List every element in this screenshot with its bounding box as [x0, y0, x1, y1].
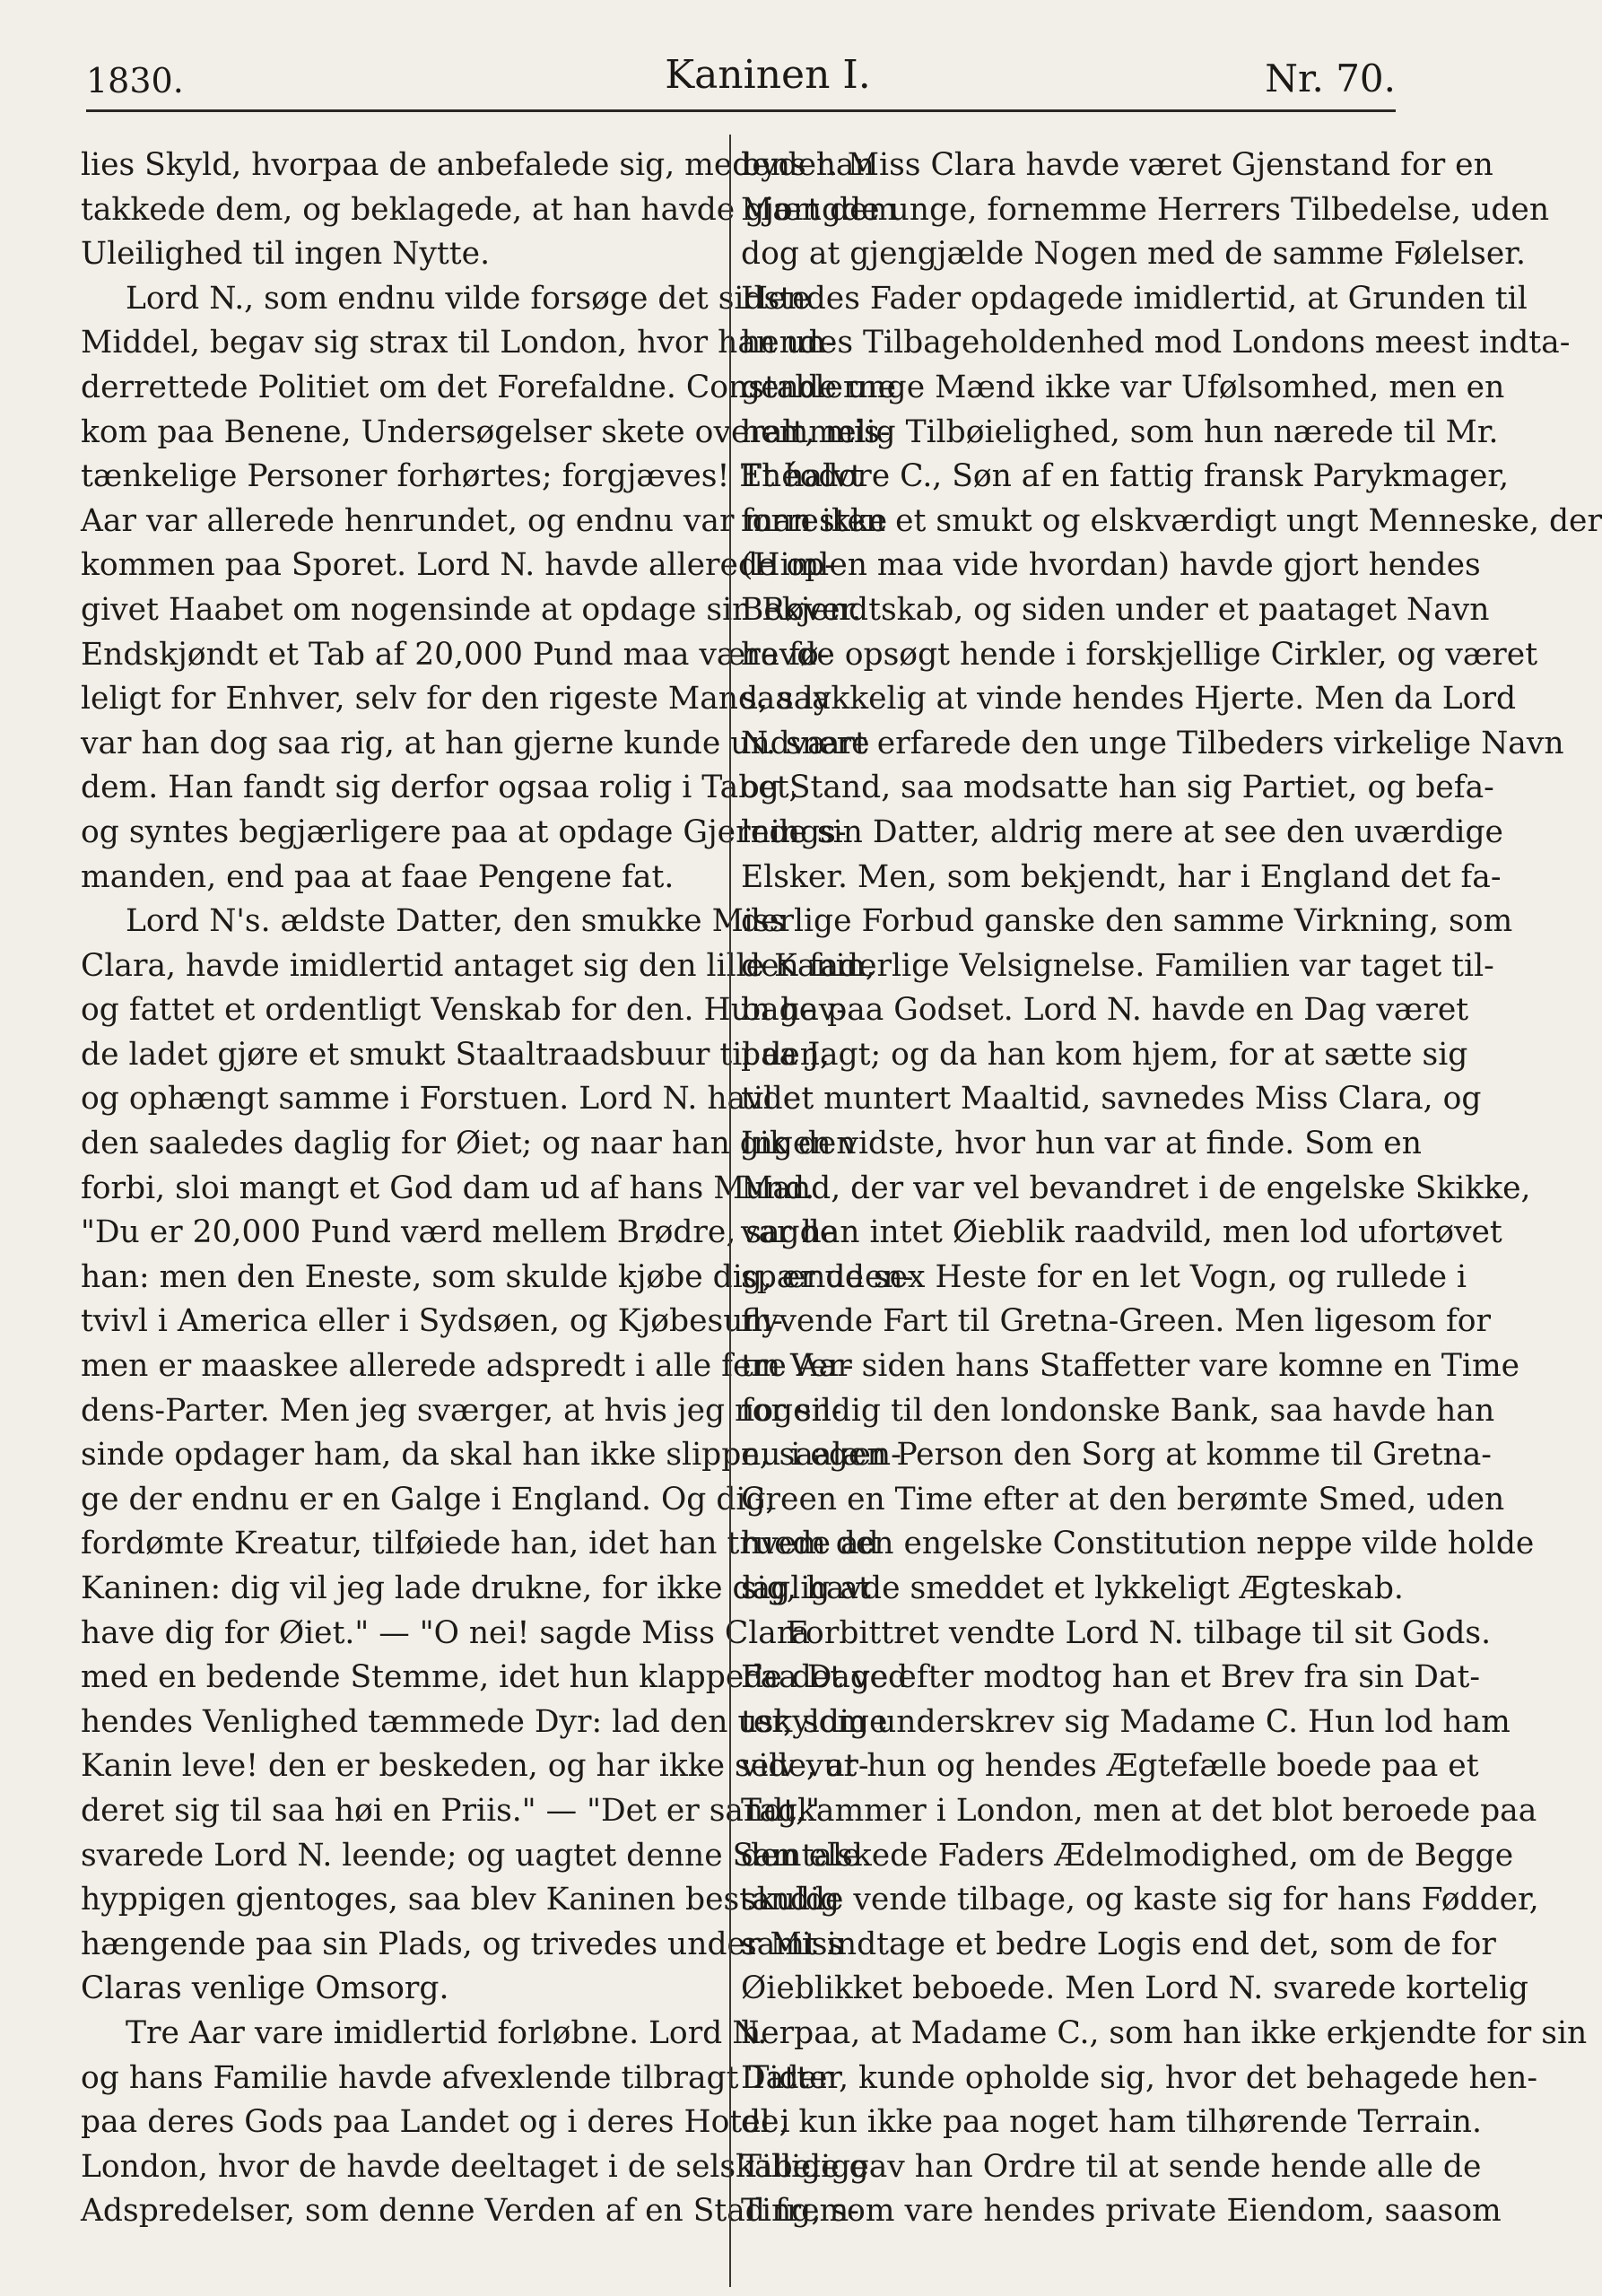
text-line: lies Skyld, hvorpaa de anbefalede sig, medens han — [81, 147, 875, 183]
text-line: den elskede Faders Ædelmodighed, om de Begge — [741, 1837, 1514, 1874]
text-line: og hans Familie havde afvexlende tilbragt Tiden — [81, 2059, 838, 2096]
text-line: Kanin leve! den er beskeden, og har ikke selv vur- — [81, 1748, 869, 1785]
text-line: N. snart erfarede den unge Tilbeders virkelige Navn — [741, 725, 1564, 761]
page-header — [86, 25, 1396, 106]
text-line: hemmelig Tilbøielighed, som hun nærede til Mr. — [741, 413, 1499, 450]
text-line: og ophængt samme i Forstuen. Lord N. havde — [81, 1081, 802, 1118]
text-line: Uleilighed til ingen Nytte. — [81, 236, 491, 273]
text-line: den faderlige Velsignelse. Familien var taget til- — [741, 947, 1494, 984]
text-line: tænkelige Personer forhørtes; forgjæves! Et halvt — [81, 458, 863, 495]
text-line: sinde opdager ham, da skal han ikke slippe, saalæn- — [81, 1437, 901, 1474]
text-line: vide, at hun og hendes Ægtefælle boede paa et — [741, 1748, 1479, 1785]
text-line: Adspredelser, som denne Verden af en Stad frem- — [81, 2193, 859, 2230]
text-line: Elsker. Men, som bekjendt, har i England det fa- — [741, 858, 1502, 895]
text-line: svarede Lord N. leende; og uagtet denne Samtale — [81, 1837, 861, 1874]
text-line: Forbittret vendte Lord N. tilbage til sit Gods. — [786, 1614, 1492, 1651]
text-line: med en bedende Stemme, idet hun klappede det ved — [81, 1659, 909, 1696]
text-line: Ingen vidste, hvor hun var at finde. Som en — [741, 1126, 1422, 1162]
text-line: lede sin Datter, aldrig mere at see den uværdige — [741, 813, 1503, 850]
text-line: gende unge Mænd ikke var Ufølsomhed, men en — [741, 369, 1505, 405]
text-line: paa Jagt; og da han kom hjem, for at sætte sig — [741, 1036, 1468, 1073]
text-line: derrettede Politiet om det Forefaldne. Constablerne — [81, 369, 897, 405]
text-line: takkede dem, og beklagede, at han havde gjort dem — [81, 191, 898, 228]
right-column — [741, 144, 1602, 2234]
text-line: Endskjøndt et Tab af 20,000 Pund maa være fø- — [81, 636, 830, 673]
text-line: manden, end paa at faae Pengene fat. — [81, 858, 675, 895]
text-line: Lord N., som endnu vilde forsøge det sidste — [126, 280, 811, 317]
text-line: Ting, som vare hendes private Eiendom, saasom — [741, 2193, 1502, 2230]
text-line: de, kun ikke paa noget ham tilhørende Terrain. — [741, 2104, 1482, 2141]
text-line: Middel, begav sig strax til London, hvor han un- — [81, 325, 837, 361]
text-line: var han dog saa rig, at han gjerne kunde undvære — [81, 725, 870, 761]
text-line: herpaa, at Madame C., som han ikke erkjendte for sin — [741, 2014, 1588, 2051]
text-line: saa lykkelig at vinde hendes Hjerte. Men da Lord — [741, 681, 1517, 718]
text-line: og Stand, saa modsatte han sig Partiet, og befa- — [741, 770, 1494, 806]
text-line: og syntes begjærligere paa at opdage Gjernings- — [81, 813, 847, 850]
text-line: Kaninen: dig vil jeg lade drukne, for ikke daglig at — [81, 1570, 871, 1606]
text-line: fordømte Kreatur, tilføiede han, idet han truede ad — [81, 1526, 879, 1562]
text-line: nu i egen Person den Sorg at komme til Gretna- — [741, 1437, 1492, 1474]
text-line: ge der endnu er en Galge i England. Og dig, — [81, 1481, 776, 1518]
text-line: kom paa Benene, Undersøgelser skete overalt, mis- — [81, 413, 891, 450]
header-rule — [86, 109, 1396, 112]
text-line: dem. Han fandt sig derfor ogsaa rolig i Tabet, — [81, 770, 799, 806]
text-line: Tillige gav han Ordre til at sende hende alle de — [741, 2148, 1482, 2185]
text-line: sig, havde smeddet et lykkeligt Ægteskab. — [741, 1570, 1404, 1606]
text-line: Øieblikket beboede. Men Lord N. svarede kortelig — [741, 1970, 1528, 2007]
text-line: hyppigen gjentoges, saa blev Kaninen bestandig — [81, 1882, 840, 1918]
text-line: hvem den engelske Constitution neppe vilde holde — [741, 1526, 1535, 1562]
text-line: Hendes Fader opdagede imidlertid, at Grunden til — [741, 280, 1528, 317]
text-line: hængende paa sin Plads, og trivedes under Miss — [81, 1926, 844, 1962]
text-line: den saaledes daglig for Øiet; og naar han gik den — [81, 1126, 857, 1162]
text-line: var han intet Øieblik raadvild, men lod ufortøvet — [741, 1214, 1502, 1251]
text-line: havde opsøgt hende i forskjellige Cirkler, og været — [741, 636, 1538, 673]
text-line: Aar var allerede henrundet, og endnu var man ikke — [81, 502, 888, 539]
left-column — [81, 144, 914, 2234]
text-line: flyvende Fart til Gretna-Green. Men ligesom for — [741, 1303, 1491, 1340]
text-line: Green en Time efter at den berømte Smed, uden — [741, 1481, 1505, 1518]
text-line: dens-Parter. Men jeg sværger, at hvis jeg nogen- — [81, 1392, 842, 1429]
text-line: deret sig til saa høi en Priis." — "Det er sandt," — [81, 1792, 821, 1829]
text-line: forbi, sloi mangt et God dam ud af hans Mund. — [81, 1170, 815, 1206]
text-line: ter, som underskrev sig Madame C. Hun lod ham — [741, 1703, 1511, 1740]
text-line: skulde vende tilbage, og kaste sig for hans Fødder, — [741, 1882, 1539, 1918]
text-line: Mængde unge, fornemme Herrers Tilbedelse, uden — [741, 191, 1550, 228]
text-line: byder. Miss Clara havde været Gjenstand for en — [741, 147, 1493, 183]
text-line: derlige Forbud ganske den samme Virkning, som — [741, 903, 1513, 940]
text-line: Faa Dage efter modtog han et Brev fra sin Dat- — [741, 1659, 1480, 1696]
text-line: og fattet et ordentligt Venskab for den. Hun hav- — [81, 992, 847, 1029]
text-line: samt indtage et bedre Logis end det, som de for — [741, 1926, 1496, 1962]
text-line: givet Haabet om nogensinde at opdage sin Røver. — [81, 591, 862, 628]
text-line: "Du er 20,000 Pund værd mellem Brødre, sagde — [81, 1214, 839, 1251]
header-title: Kaninen I. — [665, 52, 871, 98]
header-issue-number: Nr. 70. — [1265, 57, 1396, 100]
text-line: de ladet gjøre et smukt Staaltraadsbuur til den, — [81, 1036, 830, 1073]
text-line: have dig for Øiet." — "O nei! sagde Miss Clara — [81, 1614, 810, 1651]
text-line: Tre Aar vare imidlertid forløbne. Lord N. — [126, 2014, 768, 2051]
text-line: Mand, der var vel bevandret i de engelske Skikke, — [741, 1170, 1531, 1206]
text-line: paa deres Gods paa Landet og i deres Hotel i — [81, 2104, 790, 2141]
text-line: tre Aar siden hans Staffetter vare komne en Time — [741, 1348, 1520, 1385]
text-line: (Himlen maa vide hvordan) havde gjort hendes — [741, 547, 1481, 584]
text-line: Lord N's. ældste Datter, den smukke Miss — [126, 903, 786, 940]
text-line: Théodore C., Søn af en fattig fransk Parykmager, — [741, 458, 1510, 495]
column-divider — [729, 135, 731, 2287]
text-line: Datter, kunde opholde sig, hvor det behagede hen- — [741, 2059, 1537, 2096]
text-line: til et muntert Maaltid, savnedes Miss Clara, og — [741, 1081, 1482, 1118]
text-line: men er maaskee allerede adspredt i alle fem Ver- — [81, 1348, 854, 1385]
text-line: spænde sex Heste for en let Vogn, og rullede i — [741, 1258, 1467, 1295]
text-line: tvivl i America eller i Sydsøen, og Kjøbesum- — [81, 1303, 783, 1340]
text-line: dog at gjengjælde Nogen med de samme Følelser. — [741, 236, 1526, 273]
text-line: London, hvor de havde deeltaget i de selskabelige — [81, 2148, 869, 2185]
text-line: hendes Venlighed tæmmede Dyr: lad den uskyldige — [81, 1703, 888, 1740]
text-line: kommen paa Sporet. Lord N. havde allerede op- — [81, 547, 835, 584]
text-line: leligt for Enhver, selv for den rigeste Mand, saa — [81, 681, 831, 718]
text-line: hendes Tilbageholdenhed mod Londons meest indta- — [741, 325, 1571, 361]
text-line: Bekjendtskab, og siden under et paataget Navn — [741, 591, 1490, 628]
text-line: forresten et smukt og elskværdigt ungt Menneske, der — [741, 502, 1602, 539]
text-line: han: men den Eneste, som skulde kjøbe dig, er uden- — [81, 1258, 914, 1295]
text-line: Clara, havde imidlertid antaget sig den lille Kanin, — [81, 947, 875, 984]
text-line: Claras venlige Omsorg. — [81, 1970, 449, 2007]
text-line: bage paa Godset. Lord N. havde en Dag været — [741, 992, 1469, 1029]
header-year: 1830. — [86, 61, 184, 100]
text-line: Tagkammer i London, men at det blot beroede paa — [741, 1792, 1537, 1829]
text-line: for sildig til den londonske Bank, saa havde han — [741, 1392, 1495, 1429]
